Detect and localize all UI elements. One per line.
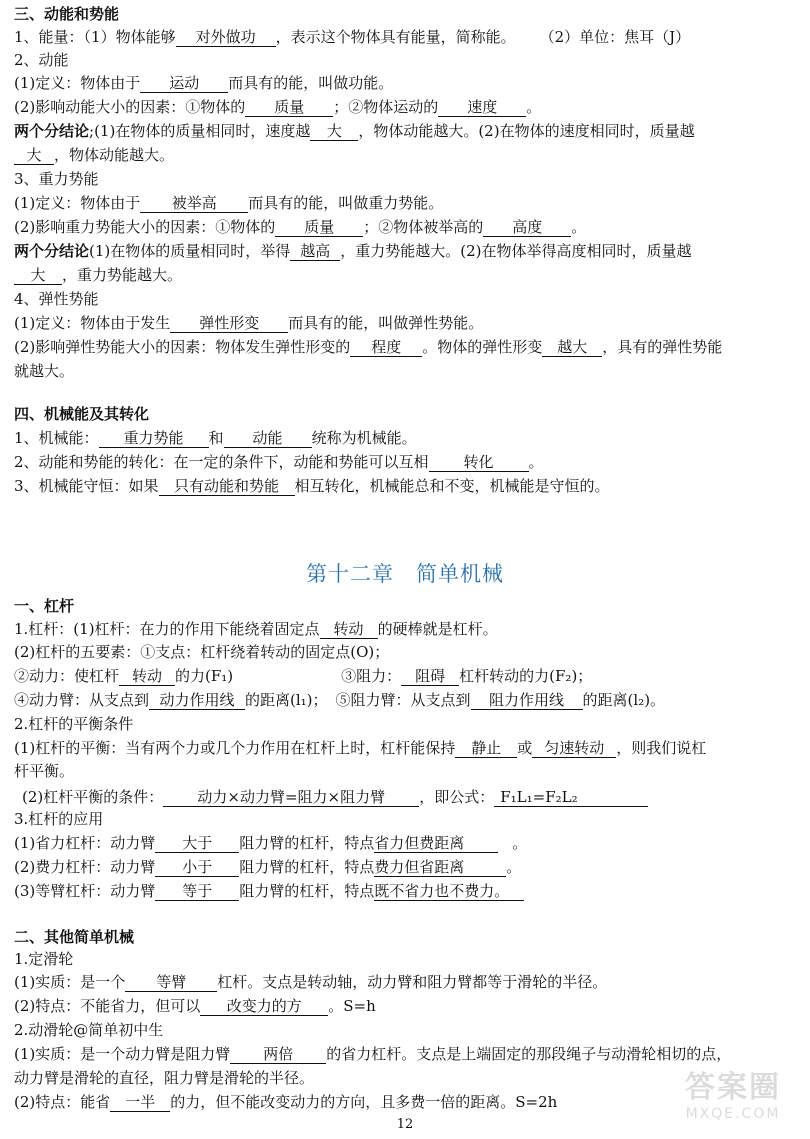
blank: 只有动能和势能 (159, 477, 295, 496)
lever-balance-cont: 杆平衡。 (14, 762, 75, 780)
elastic-factors-cont: 就越大。 (14, 362, 75, 380)
blank: 大 (14, 266, 62, 285)
lever-force-costing: (2)费力杠杆：动力臂 小于 阻力臂的杠杆，特点费力但省距离 。 (14, 858, 522, 876)
blank: 转动 (119, 667, 175, 686)
blank: 改变力的方 (200, 997, 328, 1016)
blank: 运动 (140, 74, 228, 93)
lever-force-saving: (1)省力杠杆：动力臂 大于 阻力臂的杠杆，特点省力但费距离 。 (14, 834, 528, 852)
watermark-logo (668, 1070, 798, 1136)
energy-line: 1、能量：（1）物体能够 对外做功 ，表示这个物体具有能量，简称能。 （2）单位：焦耳（J） (14, 28, 691, 46)
subheading-kinetic: 2、动能 (14, 51, 69, 69)
subheading-balance: 2.杠杆的平衡条件 (14, 715, 134, 733)
subheading-gravity: 3、重力势能 (14, 170, 99, 188)
blank: 弹性形变 (170, 314, 288, 333)
mechanical-definition: 1、机械能： 重力势能 和 动能 统称为机械能。 (14, 429, 417, 447)
elastic-definition: (1)定义：物体由于发生 弹性形变 而具有的能，叫做弹性势能。 (14, 314, 484, 332)
blank: 既不省力也不费力。 (374, 882, 524, 901)
elastic-factors: (2)影响弹性势能大小的因素：物体发生弹性形变的 程度 。物体的弹性形变 越大 ，具有的弹性势能 (14, 338, 723, 356)
watermark-url: MXQE.COM (685, 1106, 781, 1122)
movable-pulley-feature: (2)特点：能省 一半 的力，但不能改变动力的方向，且多费一倍的距离。S=2h (14, 1093, 558, 1111)
blank: 大 (310, 122, 358, 141)
blank: 转动 (320, 620, 378, 639)
lever-definition: 1.杠杆：(1)杠杆：在力的作用下能绕着固定点 转动 的硬棒就是杠杆。 (14, 620, 498, 638)
section-heading-energy: 三、动能和势能 (14, 5, 120, 23)
blank: 转化 (429, 453, 529, 472)
energy-conservation: 3、机械能守恒：如果 只有动能和势能 相互转化，机械能总和不变，机械能是守恒的。 (14, 477, 610, 495)
blank: 程度 (350, 338, 422, 357)
blank: 被举高 (140, 194, 248, 213)
energy-conversion: 2、动能和势能的转化：在一定的条件下，动能和势能可以互相 转化 。 (14, 453, 544, 471)
blank: 小于 (155, 858, 239, 877)
lever-equal-arm: (3)等臂杠杆：动力臂 等于 阻力臂的杠杆，特点既不省力也不费力。 (14, 880, 802, 902)
gravity-factors: (2)影响重力势能大小的因素：①物体的 质量 ；②物体被举高的 高度 。 (14, 218, 587, 236)
section-heading-other-machines: 二、其他简单机械 (14, 928, 135, 946)
blank: 阻碍 (401, 667, 459, 686)
gravity-conclusion-cont: 大 ，重力势能越大。 (14, 264, 802, 286)
subheading-elastic: 4、弹性势能 (14, 290, 99, 308)
subheading-movable-pulley: 2.动滑轮@简单初中生 (14, 1021, 164, 1039)
blank: 越大 (542, 338, 602, 357)
fixed-pulley-feature: (2)特点：不能省力，但可以 改变力的方 。S=h (14, 997, 376, 1015)
subheading-applications: 3.杠杆的应用 (14, 810, 104, 828)
blank: 省力但费距离 (374, 834, 498, 853)
watermark-text: 答案圈 (685, 1070, 781, 1105)
blank: 大 (14, 146, 54, 165)
blank: 匀速转动 (532, 739, 616, 758)
chapter-title: 第十二章 简单机械 (306, 562, 504, 586)
page-number: 12 (396, 1117, 414, 1132)
kinetic-conclusion: 两个分结论;(1)在物体的质量相同时，速度越 大 ，物体动能越大。(2)在物体的速度相同时，质量越 (14, 122, 695, 140)
blank: 高度 (483, 218, 571, 237)
section-heading-mechanical: 四、机械能及其转化 (14, 405, 150, 423)
movable-pulley-essence: (1)实质：是一个动力臂是阻力臂 两倍 的省力杠杆。支点是上端固定的那段绳子与动滑轮相切的点， (14, 1045, 732, 1063)
blank: 重力势能 (99, 429, 209, 448)
blank: 静止 (455, 739, 517, 758)
blank: 两倍 (230, 1045, 326, 1064)
blank: 等臂 (125, 973, 217, 992)
formula-blank: F₁L₁=F₂L₂ (494, 788, 648, 807)
blank: 一半 (110, 1093, 170, 1112)
section-heading-lever: 一、杠杆 (14, 597, 75, 615)
kinetic-definition: (1)定义：物体由于 运动 而具有的能，叫做功能。 (14, 74, 394, 92)
gravity-definition: (1)定义：物体由于 被举高 而具有的能，叫做重力势能。 (14, 194, 444, 212)
lever-five-elements: (2)杠杆的五要素：①支点：杠杆绕着转动的固定点(O)； (14, 643, 390, 661)
blank: 质量 (275, 218, 363, 237)
subheading-fixed-pulley: 1.定滑轮 (14, 950, 74, 968)
blank: 质量 (245, 98, 333, 117)
blank: 对外做功 (176, 28, 276, 47)
blank: 大于 (155, 834, 239, 853)
blank: 越高 (290, 242, 340, 261)
blank: 等于 (155, 882, 239, 901)
lever-arms: ④动力臂：从支点到 动力作用线 的距离(l₁)； ⑤阻力臂：从支点到 阻力作用线 的距离(l₂)。 (14, 691, 666, 709)
kinetic-factors: (2)影响动能大小的因素：①物体的 质量 ；②物体运动的 速度 。 (14, 98, 542, 116)
blank: 速度 (438, 98, 526, 117)
blank: 动力作用线 (149, 691, 245, 710)
fixed-pulley-essence: (1)实质：是一个 等臂 杠杆。支点是转动轴，动力臂和阻力臂都等于滑轮的半径。 (14, 973, 608, 991)
kinetic-conclusion-cont: 大 ，物体动能越大。 (14, 144, 802, 166)
blank: 费力但省距离 (374, 858, 506, 877)
blank: 动能 (224, 429, 312, 448)
lever-forces: ②动力：使杠杆 转动 的力(F₁) ③阻力： 阻碍 杠杆转动的力(F₂)； (14, 667, 593, 685)
lever-balance: (1)杠杆的平衡：当有两个力或几个力作用在杠杆上时，杠杆能保持 静止 或 匀速转动 ，则我们说杠 (14, 739, 707, 757)
gravity-conclusion: 两个分结论(1)在物体的质量相同时，举得 越高 ，重力势能越大。(2)在物体举得高度相同时，质量越 (14, 242, 692, 260)
blank: 动力×动力臂=阻力×阻力臂 (163, 788, 419, 807)
blank: 阻力作用线 (471, 691, 583, 710)
lever-balance-condition: (2)杠杆平衡的条件： 动力×动力臂=阻力×阻力臂 ，即公式： F₁L₁=F₂L₂ (22, 786, 802, 808)
movable-pulley-essence-cont: 动力臂是滑轮的直径，阻力臂是滑轮的半径。 (14, 1069, 315, 1087)
